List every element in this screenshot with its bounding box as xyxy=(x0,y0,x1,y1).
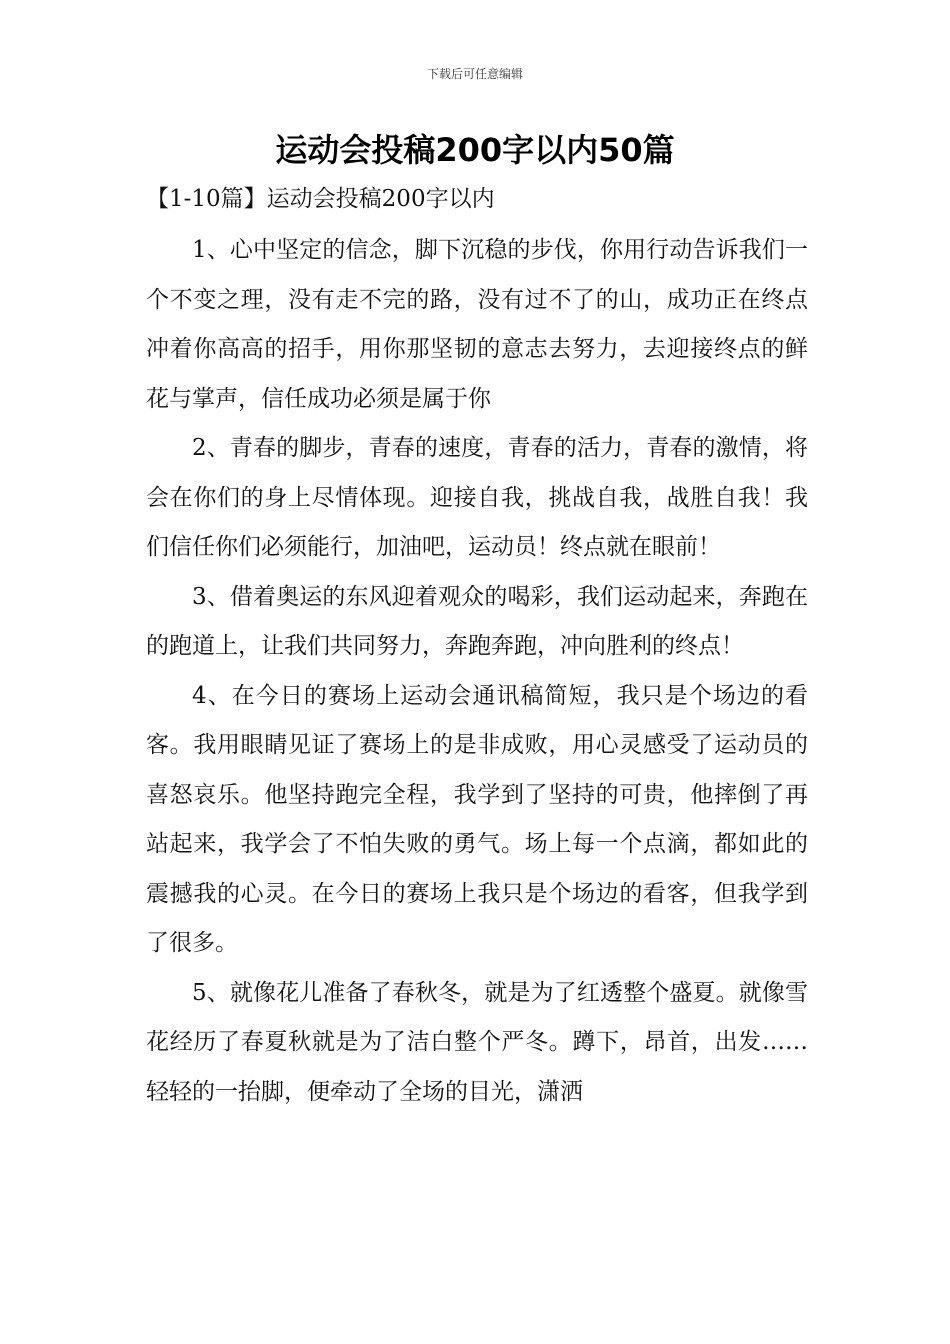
paragraph-3: 3、借着奥运的东风迎着观众的喝彩，我们运动起来，奔跑在的跑道上，让我们共同努力，奔跑奔跑，冲向胜利的终点！ xyxy=(146,583,808,659)
section-heading: 【1-10篇】运动会投稿200字以内 xyxy=(146,186,495,212)
paragraph-1: 1、心中坚定的信念，脚下沉稳的步伐，你用行动告诉我们一个不变之理，没有走不完的路，没有过不了的山，成功正在终点冲着你高高的招手，用你那坚韧的意志去努力，去迎接终点的鲜花与掌声，信任成功必须是属于你 xyxy=(146,237,808,412)
document-title: 运动会投稿200字以内50篇 xyxy=(275,131,675,169)
header-note: 下载后可任意编辑 xyxy=(426,67,523,81)
paragraph-4: 4、在今日的赛场上运动会通讯稿简短，我只是个场边的看客。我用眼睛见证了赛场上的是非成败，用心灵感受了运动员的喜怒哀乐。他坚持跑完全程，我学到了坚持的可贵，他摔倒了再站起来，我学会了不怕失败的勇气。场上每一个点滴，都如此的震撼我的心灵。在今日的赛场上我只是个场边的看客，但我学到了很多。 xyxy=(146,682,808,956)
document-body xyxy=(146,226,808,1117)
paragraph-2: 2、青春的脚步，青春的速度，青春的活力，青春的激情，将会在你们的身上尽情体现。迎接自我，挑战自我，战胜自我！我们信任你们必须能行，加油吧，运动员！终点就在眼前！ xyxy=(146,435,808,560)
paragraph-5: 5、就像花儿准备了春秋冬，就是为了红透整个盛夏。就像雪花经历了春夏秋就是为了洁白整个严冬。蹲下，昂首，出发……轻轻的一抬脚，便牵动了全场的目光，潇洒 xyxy=(146,979,808,1105)
